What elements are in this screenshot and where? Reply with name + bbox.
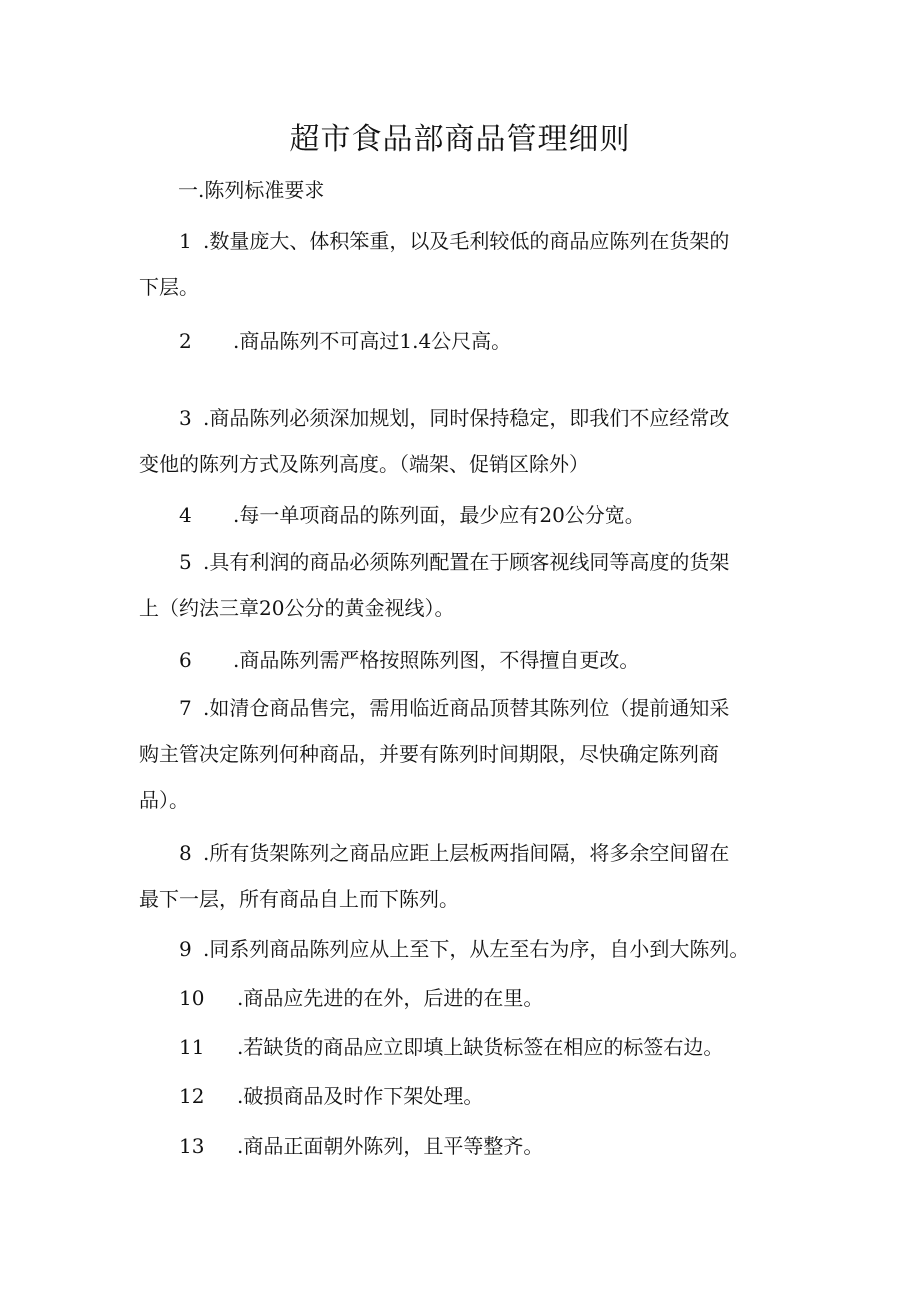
item-text: .数量庞大、体积笨重，以及毛利较低的商品应陈列在货架的 — [203, 229, 730, 253]
list-item — [139, 218, 799, 310]
list-item — [139, 395, 799, 487]
item-text: .如清仓商品售完，需用临近商品顶替其陈列位（提前通知采 — [203, 696, 730, 720]
item-text: .商品应先进的在外，后进的在里。 — [237, 986, 544, 1010]
list-item — [139, 1073, 799, 1119]
item-text: .破损商品及时作下架处理。 — [237, 1084, 484, 1108]
item-text: .商品陈列需严格按照陈列图，不得擅自更改。 — [233, 648, 640, 672]
item-text: .若缺货的商品应立即填上缺货标签在相应的标签右边。 — [237, 1035, 724, 1059]
item-text: .每一单项商品的陈列面，最少应有20公分宽。 — [233, 503, 645, 527]
item-text: .所有货架陈列之商品应距上层板两指间隔，将多余空间留在 — [203, 841, 730, 865]
item-number: 6 — [179, 648, 192, 672]
item-number: 1 — [179, 229, 192, 253]
list-item — [139, 1024, 799, 1070]
item-text-cont: 上（约法三章20公分的黄金视线）。 — [139, 596, 455, 620]
list-item — [139, 975, 799, 1021]
item-text: .同系列商品陈列应从上至下，从左至右为序，自小到大陈列。 — [203, 937, 750, 961]
item-number: 4 — [179, 503, 192, 527]
item-number: 13 — [179, 1134, 205, 1158]
item-number: 7 — [179, 696, 192, 720]
item-text-cont: 变他的陈列方式及陈列高度。（端架、促销区除外） — [139, 452, 589, 476]
item-number: 11 — [179, 1035, 205, 1059]
list-item — [139, 637, 799, 683]
page-title: 超市食品部商品管理细则 — [289, 122, 631, 157]
list-item — [139, 830, 799, 922]
item-text-cont: 品）。 — [139, 788, 189, 812]
item-text-cont: 购主管决定陈列何种商品，并要有陈列时间期限，尽快确定陈列商 — [139, 742, 719, 766]
item-number: 5 — [179, 550, 192, 574]
item-number: 3 — [179, 406, 192, 430]
item-number: 2 — [179, 329, 192, 353]
item-text: .商品陈列不可高过1.4公尺高。 — [233, 329, 512, 353]
item-text-cont: 最下一层，所有商品自上而下陈列。 — [139, 887, 459, 911]
item-number: 8 — [179, 841, 192, 865]
list-item — [139, 685, 799, 823]
item-number: 12 — [179, 1084, 205, 1108]
item-text: .具有利润的商品必须陈列配置在于顾客视线同等高度的货架 — [203, 550, 730, 574]
item-number: 10 — [179, 986, 205, 1010]
list-item — [139, 1123, 799, 1169]
list-item — [139, 492, 799, 538]
list-item — [139, 539, 799, 631]
list-item — [139, 318, 799, 364]
item-text: .商品陈列必须深加规划，同时保持稳定，即我们不应经常改 — [203, 406, 730, 430]
item-text-cont: 下层。 — [139, 275, 199, 299]
list-item — [139, 926, 799, 972]
section-heading: 一.陈列标准要求 — [178, 178, 325, 202]
item-text: .商品正面朝外陈列，且平等整齐。 — [237, 1134, 544, 1158]
item-number: 9 — [179, 937, 192, 961]
